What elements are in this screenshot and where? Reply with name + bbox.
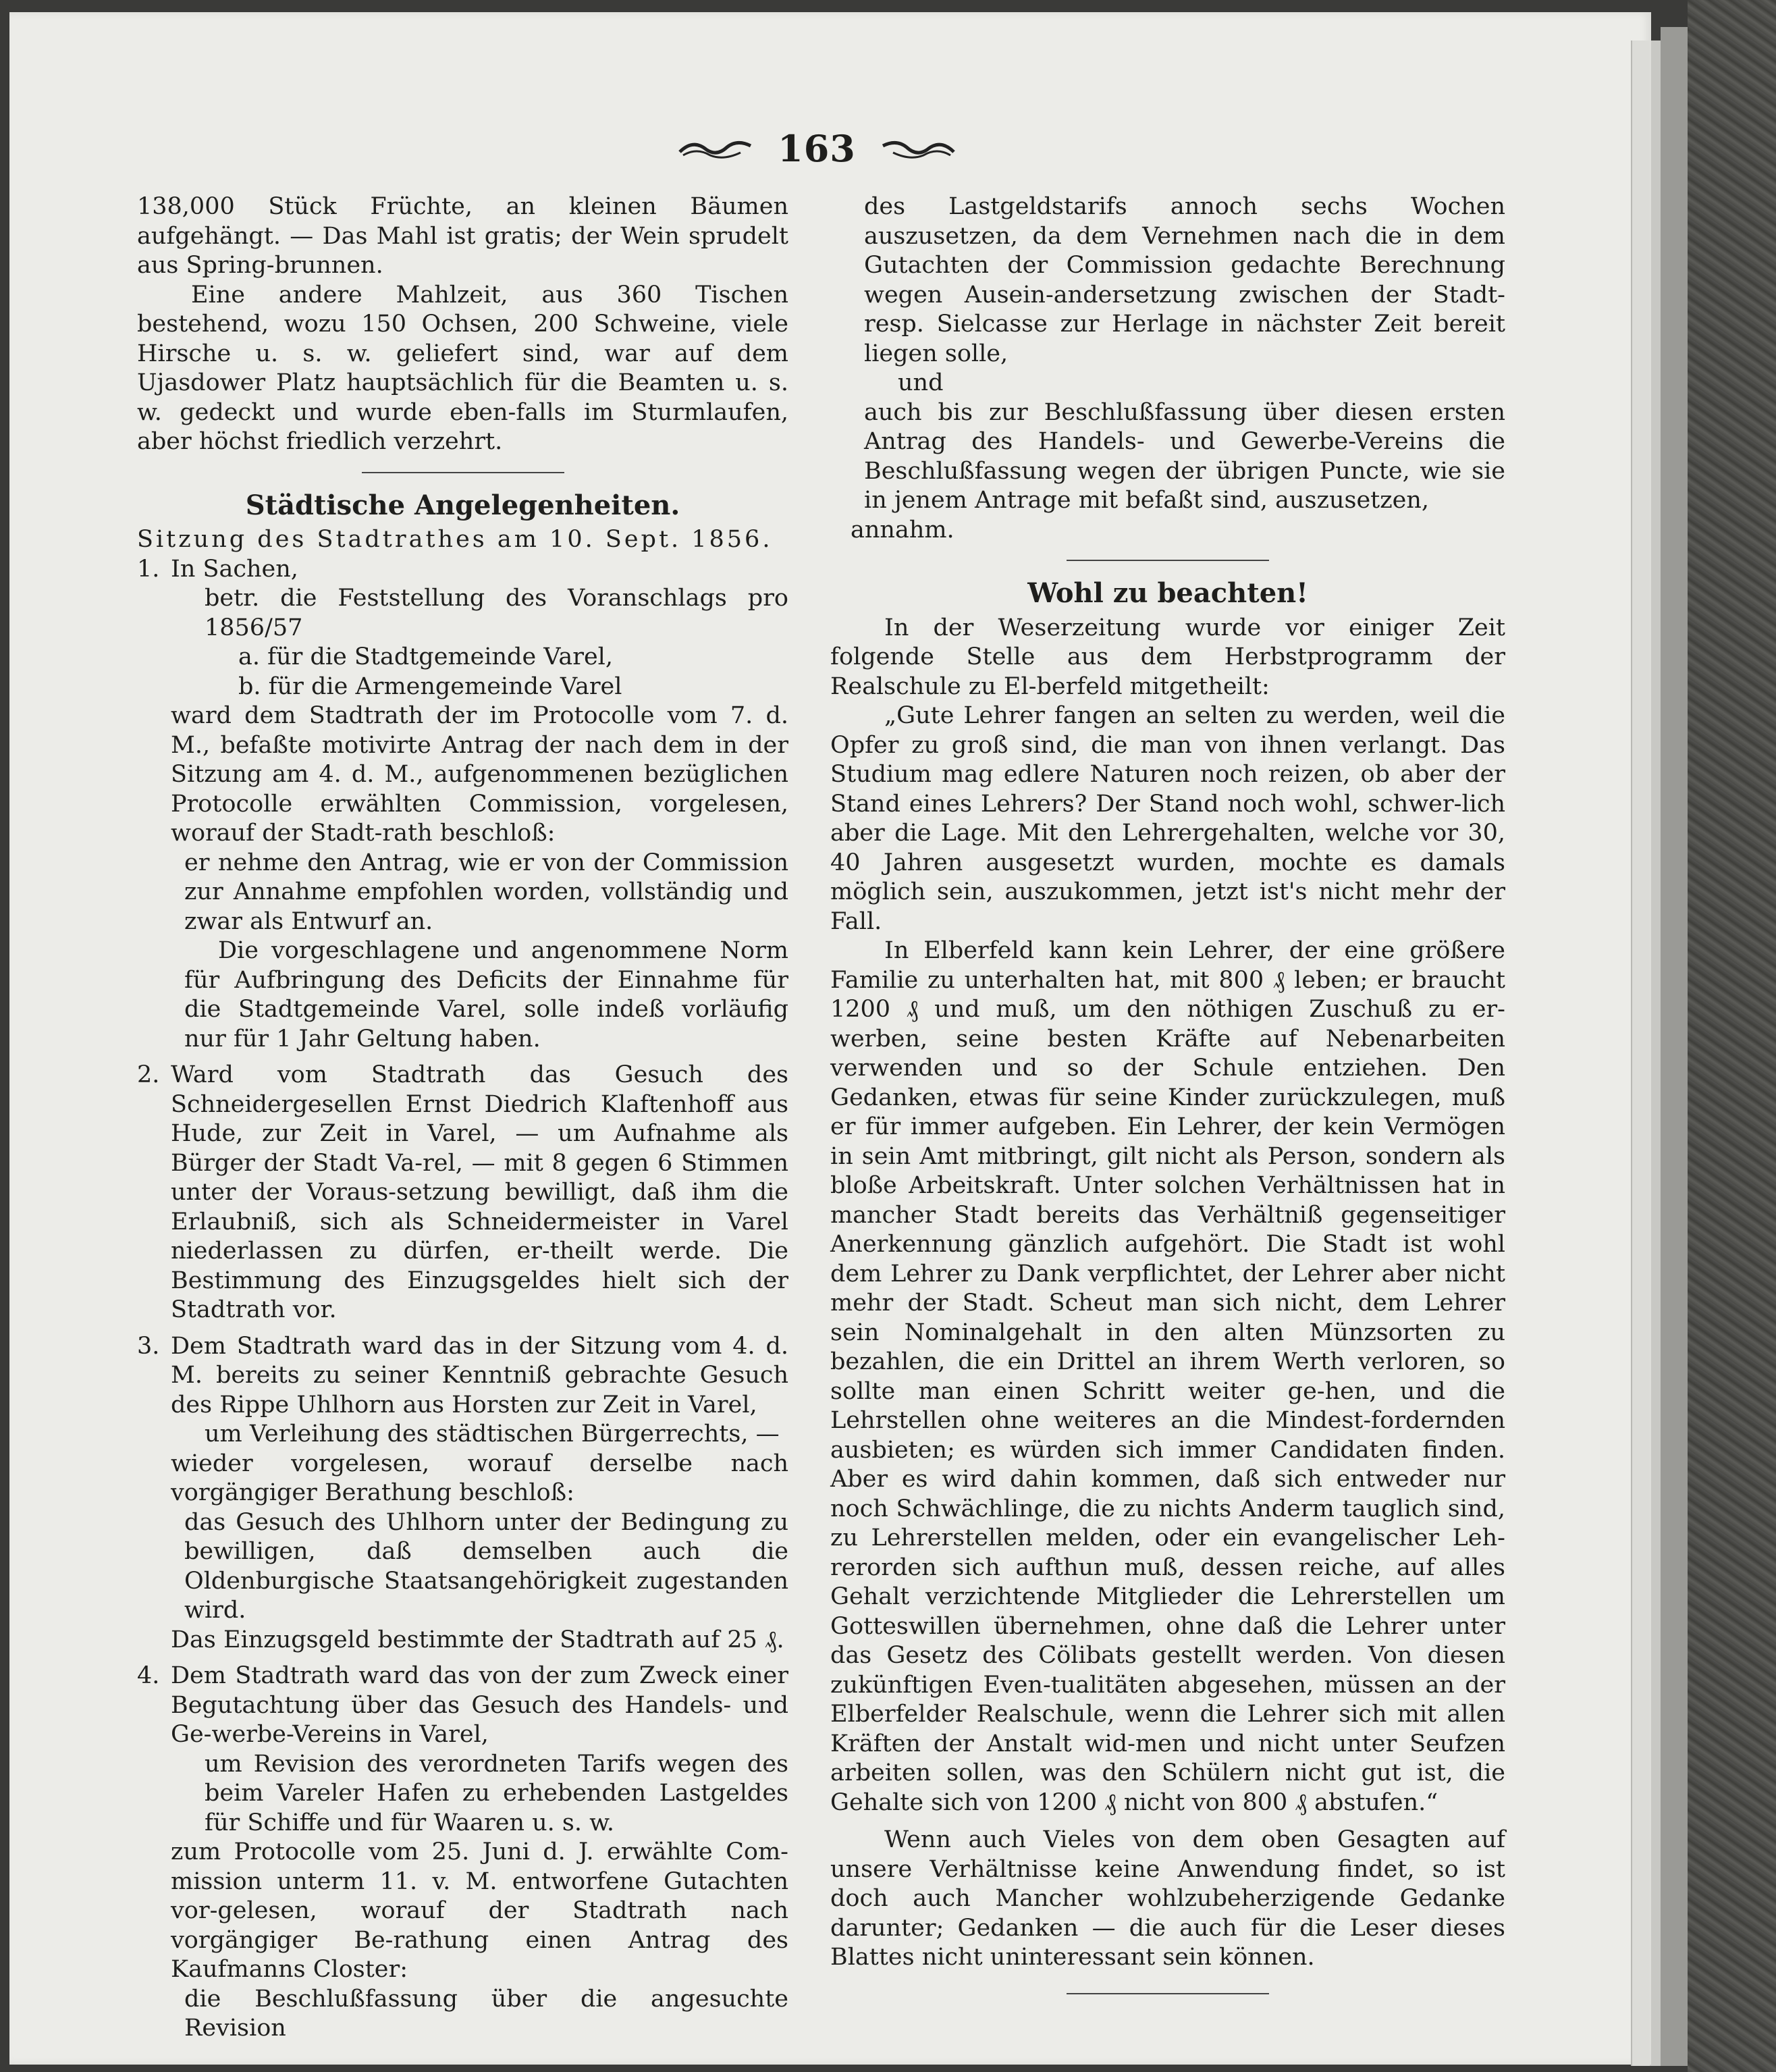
item-text: a. für die Stadtgemeinde Varel, bbox=[238, 643, 613, 670]
article-paragraph: Wenn auch Vieles von dem oben Gesagten auf unsere Verhältnisse keine Anwendung findet, so ist doch auch Mancher wohlzubeherzigende Gedanke darunter; Gedanken — die auch für die Leser dieses Blattes nicht uninteressant sein können. bbox=[830, 1826, 1505, 1971]
item-text: Dem Stadtrath ward das in der Sitzung vom 4. d. M. bereits zu seiner Kenntniß gebrachte Gesuch des Rippe Uhlhorn aus Horsten zur Zeit in Varel, bbox=[171, 1332, 788, 1418]
divider bbox=[1067, 1993, 1269, 1994]
item-text: Das Einzugsgeld bestimmte der Stadtrath auf 25 ₰. bbox=[171, 1626, 784, 1653]
continued-text: auch bis zur Beschlußfassung über diesen ersten Antrag des Handels- und Gewerbe-Vereins die Beschlußfassung wegen der übrigen Puncte, wie sie in jenem Antrage mit befaßt sind, auszusetzen, bbox=[864, 398, 1505, 514]
item-number: 3. bbox=[137, 1332, 160, 1360]
list-item bbox=[137, 1662, 788, 2044]
article-paragraph: In der Weserzeitung wurde vor einiger Zeit folgende Stelle aus dem Herbstprogramm der Realschule zu El-berfeld mitgetheilt: bbox=[830, 614, 1505, 700]
page-number: 163 bbox=[778, 127, 856, 170]
session-title: Sitzung des Stadtrathes am 10. Sept. 1856. bbox=[137, 526, 773, 553]
continued-text: des Lastgeldstarifs annoch sechs Wochen auszusetzen, da dem Vernehmen nach die in dem Gutachten der Commission gedachte Berechnung wegen Ausein-andersetzung zwischen der Stadt- resp. Sielcasse zur Herlage in nächster Zeit bereit liegen solle, bbox=[864, 193, 1505, 367]
item-text: die Beschlußfassung über die angesuchte Revision bbox=[184, 1985, 788, 2042]
item-number: 4. bbox=[137, 1662, 160, 1689]
right-column bbox=[830, 192, 1505, 2009]
intro-paragraph: Eine andere Mahlzeit, aus 360 Tischen bestehend, wozu 150 Ochsen, 200 Schweine, viele Hirsche u. s. w. geliefert sind, war auf dem Ujasdower Platz hauptsächlich für die Beamten u. s. w. gedeckt und wurde eben-falls im Sturmlaufen, aber höchst friedlich verzehrt. bbox=[137, 281, 788, 455]
article-paragraph: In Elberfeld kann kein Lehrer, der eine größere Familie zu unterhalten hat, mit 800 ₰ leben; er braucht 1200 ₰ und muß, um den nöthigen Zuschuß zu er-werben, seine besten Kräfte auf Nebenarbeiten verwenden und so der Schule entziehen. Den Gedanken, etwas für seine Kinder zurückzulegen, muß er für immer aufgeben. Ein Lehrer, der kein Vermögen in sein Amt mitbringt, gilt nicht als Person, sondern als bloße Arbeitskraft. Unter solchen Verhältnissen hat in mancher Stadt bereits das Verhältniß gegenseitiger Anerkennung gänzlich aufgehört. Die Stadt ist wohl dem Lehrer zu Dank verpflichtet, der Lehrer aber nicht mehr der Stadt. Scheut man sich nicht, dem Lehrer sein Nominalgehalt in den alten Münzsorten zu bezahlen, die ein Drittel an ihrem Werth verloren, so sollte man einen Schritt weiter ge-hen, und die Lehrstellen ohne weiteres an die Mindest-fordernden ausbieten; es würden sich immer Candidaten finden. Aber es wird dahin kommen, daß sich entweder nur noch Schwächlinge, die zu nichts Anderm tauglich sind, zu Lehrerstellen melden, oder ein evangelischer Leh-rerorden sich aufthun muß, dessen reiche, auf alles Gehalt verzichtende Mitglieder die Lehrerstellen um Gotteswillen übernehmen, ohne daß die Lehrer unter das Gesetz des Cölibats gestellt werden. Von diesen zukünftigen Even-tualitäten abgesehen, müssen an der Elberfelder Realschule, wenn die Lehrer sich mit allen Kräften der Anstalt wid-men und nicht unter Seufzen arbeiten sollen, was den Schülern nicht gut ist, die Gehalte sich von 1200 ₰ nicht von 800 ₰ abstufen.“ bbox=[830, 937, 1505, 1816]
section-title: Wohl zu beachten! bbox=[1027, 577, 1308, 609]
article-paragraph: „Gute Lehrer fangen an selten zu werden, weil die Opfer zu groß sind, die man von ihnen verlangt. Das Studium mag edlere Naturen noch reizen, ob aber der Stand eines Lehrers? Der Stand noch wohl, schwer-lich aber die Lage. Mit den Lehrergehalten, welche vor 30, 40 Jahren ausgesetzt wurden, mochte es damals möglich sein, auszukommen, jetzt ist's nicht mehr der Fall. bbox=[830, 702, 1505, 935]
item-text: betr. die Feststellung des Voranschlags pro 1856/57 bbox=[205, 585, 788, 641]
divider bbox=[362, 472, 564, 473]
item-text: Die vorgeschlagene und angenommene Norm für Aufbringung des Deficits der Einnahme für die Stadtgemeinde Varel, solle indeß vorläufig nur für 1 Jahr Geltung haben. bbox=[184, 937, 788, 1053]
item-text: In Sachen, bbox=[171, 555, 298, 583]
page-header bbox=[662, 122, 972, 176]
page-stack-edge bbox=[1631, 41, 1650, 2066]
item-text: ward dem Stadtrath der im Protocolle vom 7. d. M., befaßte motivirte Antrag der nach dem in der Sitzung am 4. d. M., aufgenommenen bezüglichen Protocolle erwählten Commission, vorgelesen, worauf der Stadt-rath beschloß: bbox=[171, 702, 788, 847]
item-text: das Gesuch des Uhlhorn unter der Bedingung zu bewilligen, daß demselben auch die Oldenburgische Staatsangehörigkeit zugestanden wird. bbox=[184, 1508, 788, 1624]
item-text: er nehme den Antrag, wie er von der Commission zur Annahme empfohlen worden, vollständig und zwar als Entwurf an. bbox=[184, 849, 788, 935]
divider bbox=[1067, 560, 1269, 561]
left-column bbox=[137, 192, 788, 2044]
item-text: wieder vorgelesen, worauf derselbe nach vorgängiger Berathung beschloß: bbox=[171, 1450, 788, 1506]
continued-text: und bbox=[898, 369, 944, 396]
item-number: 1. bbox=[137, 555, 160, 583]
continued-text: annahm. bbox=[851, 516, 954, 543]
list-item bbox=[137, 555, 788, 1055]
item-text: Dem Stadtrath ward das von der zum Zweck einer Begutachtung über das Gesuch des Handels- und Ge-werbe-Vereins in Varel, bbox=[171, 1662, 788, 1748]
item-text: um Verleihung des städtischen Bürgerrechts, — bbox=[205, 1420, 780, 1447]
right-ornament-icon bbox=[876, 135, 957, 162]
item-text: um Revision des verordneten Tarifs wegen des beim Vareler Hafen zu erhebenden Lastgeldes für Schiffe und für Waaren u. s. w. bbox=[205, 1750, 788, 1836]
section-title: Städtische Angelegenheiten. bbox=[245, 489, 680, 521]
intro-paragraph: 138,000 Stück Früchte, an kleinen Bäumen aufgehängt. — Das Mahl ist gratis; der Wein sprudelt aus Spring-brunnen. bbox=[137, 193, 788, 279]
list-item bbox=[137, 1332, 788, 1655]
page-stack-edge bbox=[1661, 27, 1688, 2066]
book-cover-edge bbox=[1688, 0, 1776, 2072]
list-item bbox=[137, 1061, 788, 1325]
item-text: Ward vom Stadtrath das Gesuch des Schneidergesellen Ernst Diedrich Klaftenhoff aus Hude, zur Zeit in Varel, — um Aufnahme als Bürger der Stadt Va-rel, — mit 8 gegen 6 Stimmen unter der Voraus-setzung bewilligt, daß ihm die Erlaubniß, sich als Schneidermeister in Varel niederlassen zu dürfen, er-theilt werde. Die Bestimmung des Einzugsgeldes hielt sich der Stadtrath vor. bbox=[171, 1061, 788, 1323]
left-ornament-icon bbox=[676, 135, 757, 162]
item-text: zum Protocolle vom 25. Juni d. J. erwählte Com-mission unterm 11. v. M. entworfene Gutachten vor-gelesen, worauf der Stadtrath nach vorgängiger Be-rathung einen Antrag des Kaufmanns Closter: bbox=[171, 1838, 788, 1983]
item-number: 2. bbox=[137, 1061, 160, 1088]
item-text: b. für die Armengemeinde Varel bbox=[238, 672, 622, 700]
